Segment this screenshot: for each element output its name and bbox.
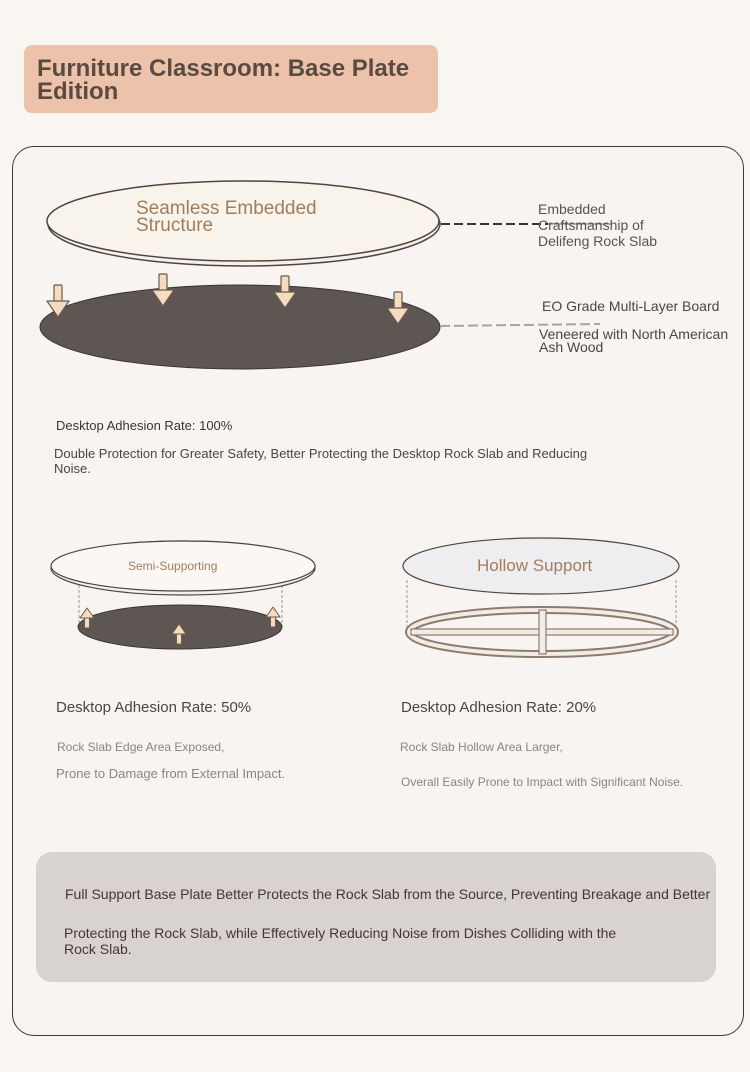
semi-note-damage: Prone to Damage from External Impact. <box>56 766 286 781</box>
semi-adhesion-rate: Desktop Adhesion Rate: 50% <box>56 699 252 716</box>
semi-support-diagram <box>51 541 315 649</box>
hollow-support-label: Hollow Support <box>477 556 593 575</box>
full-support-description: Double Protection for Greater Safety, Better Protecting the Desktop Rock Slab and Reducing Noise. <box>54 446 588 476</box>
embedded-craft-label: Embedded Craftsmanship of Delifeng Rock Slab <box>538 201 658 249</box>
summary-line-1: Full Support Base Plate Better Protects the Rock Slab from the Source, Preventing Breakage and Better <box>65 886 711 902</box>
semi-note-edge: Rock Slab Edge Area Exposed, <box>57 740 225 754</box>
seamless-structure-label: Seamless Embedded Structure <box>136 198 317 236</box>
page-title: Furniture Classroom: Base Plate Edition <box>37 55 410 105</box>
veneer-label: Veneered with North American Ash Wood <box>539 326 729 355</box>
summary-line-2: Protecting the Rock Slab, while Effectively Reducing Noise from Dishes Colliding with the Rock Slab. <box>64 925 617 957</box>
full-adhesion-rate: Desktop Adhesion Rate: 100% <box>56 418 233 433</box>
base-plate <box>40 285 440 369</box>
hollow-note-area: Rock Slab Hollow Area Larger, <box>400 740 563 754</box>
semi-support-label: Semi-Supporting <box>128 559 218 573</box>
summary-box <box>36 852 716 982</box>
board-grade-label: EO Grade Multi-Layer Board <box>542 298 720 314</box>
hollow-note-noise: Overall Easily Prone to Impact with Significant Noise. <box>401 775 684 789</box>
hollow-adhesion-rate: Desktop Adhesion Rate: 20% <box>401 699 597 716</box>
